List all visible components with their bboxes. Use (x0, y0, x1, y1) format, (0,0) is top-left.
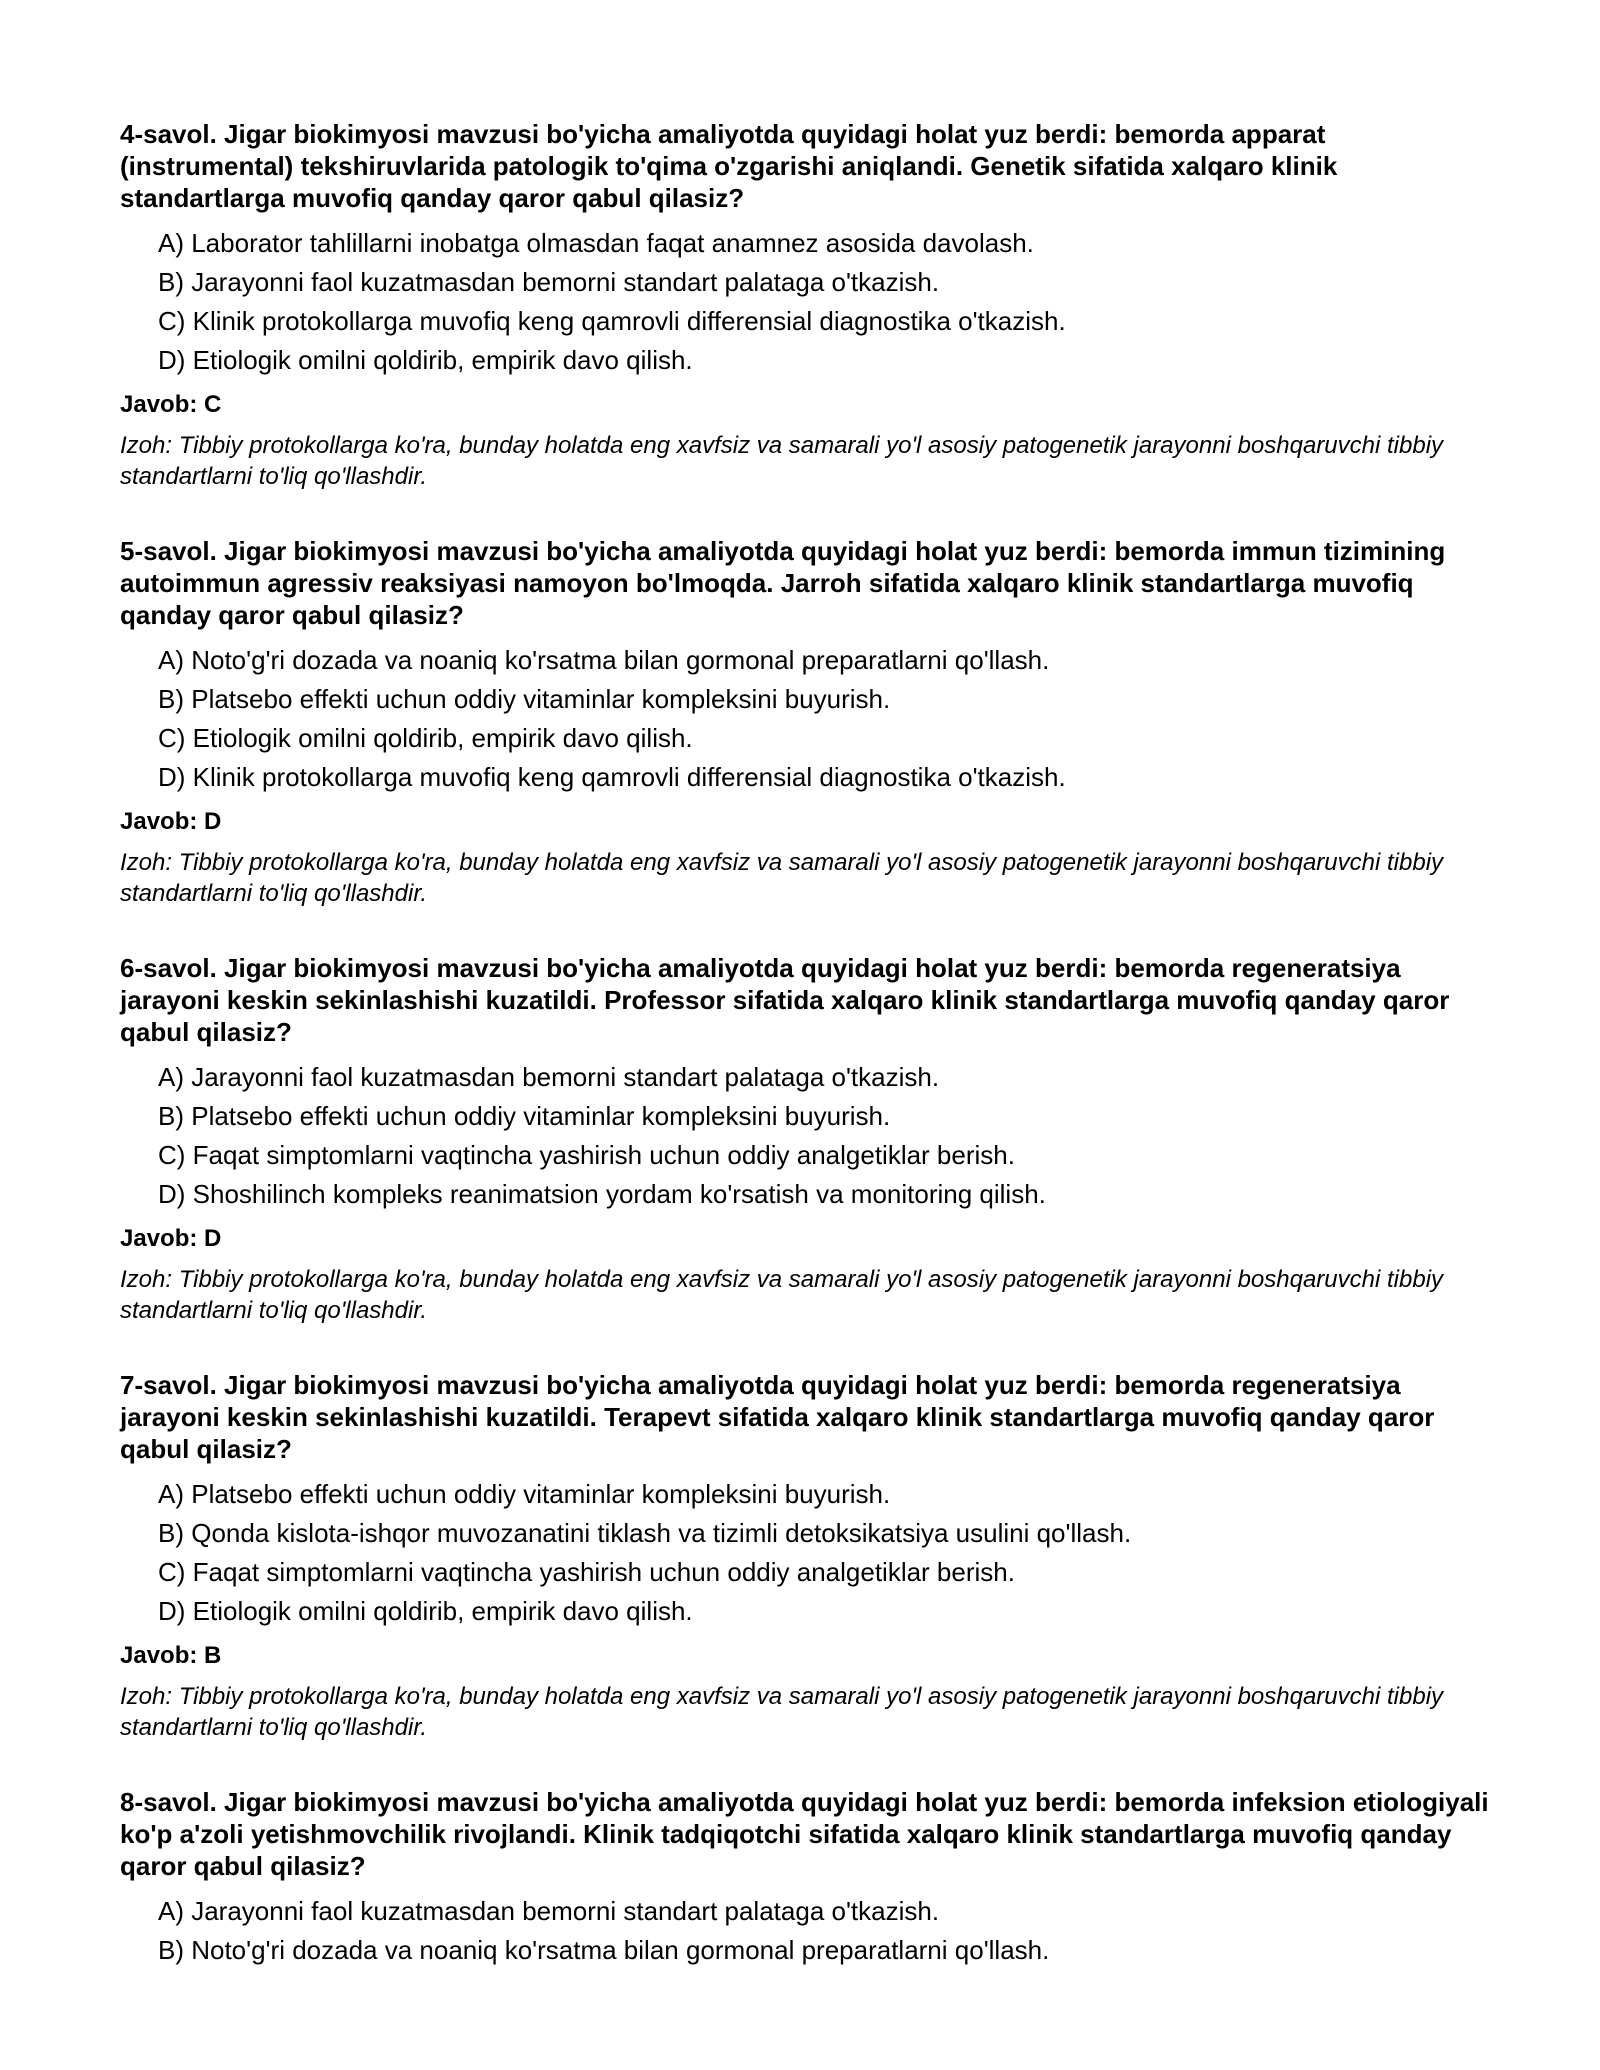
option-d: D) Klinik protokollarga muvofiq keng qamrovli differensial diagnostika o'tkazish. (158, 762, 1066, 792)
answer-label: Javob: B (120, 1642, 222, 1669)
option-a: A) Jarayonni faol kuzatmasdan bemorni standart palataga o'tkazish. (158, 1896, 940, 1926)
option-d: D) Etiologik omilni qoldirib, empirik davo qilish. (158, 345, 693, 375)
option-b: B) Jarayonni faol kuzatmasdan bemorni standart palataga o'tkazish. (158, 267, 940, 297)
option-a: A) Platsebo effekti uchun oddiy vitaminlar kompleksini buyurish. (158, 1479, 891, 1509)
answer-label: Javob: C (120, 391, 222, 418)
option-c: C) Faqat simptomlarni vaqtincha yashirish uchun oddiy analgetiklar berish. (158, 1140, 1015, 1170)
question-block-7 (120, 1369, 1490, 1743)
explanation-text: Izoh: Tibbiy protokollarga ko'ra, bunday holatda eng xavfsiz va samarali yo'l asosiy patogenetik jarayonni boshqaruvchi tibbiy standartlarni to'liq qo'llashdir. (120, 432, 1444, 490)
option-a: A) Laborator tahlillarni inobatga olmasdan faqat anamnez asosida davolash. (158, 228, 1034, 258)
answer-label: Javob: D (120, 1225, 222, 1252)
option-c: C) Faqat simptomlarni vaqtincha yashirish uchun oddiy analgetiklar berish. (158, 1557, 1015, 1587)
question-text: 6-savol. Jigar biokimyosi mavzusi bo'yicha amaliyotda quyidagi holat yuz berdi: bemorda regeneratsiya jarayoni keskin sekinlashishi kuzatildi. Professor sifatida xalqaro klinik standartlarga muvofiq qanday qaror qabul qilasiz? (120, 953, 1450, 1047)
question-text: 4-savol. Jigar biokimyosi mavzusi bo'yicha amaliyotda quyidagi holat yuz berdi: bemorda apparat (instrumental) tekshiruvlarida patologik to'qima o'zgarishi aniqlandi. Genetik sifatida xalqaro klinik standartlarga muvofiq qanday qaror qabul qilasiz? (120, 119, 1338, 213)
explanation-text: Izoh: Tibbiy protokollarga ko'ra, bunday holatda eng xavfsiz va samarali yo'l asosiy patogenetik jarayonni boshqaruvchi tibbiy standartlarni to'liq qo'llashdir. (120, 849, 1444, 907)
option-b: B) Platsebo effekti uchun oddiy vitaminlar kompleksini buyurish. (158, 684, 891, 714)
option-list (120, 1058, 1490, 1214)
option-d: D) Shoshilinch kompleks reanimatsion yordam ko'rsatish va monitoring qilish. (158, 1179, 1046, 1209)
option-list (120, 1475, 1490, 1631)
option-list (120, 641, 1490, 797)
option-a: A) Jarayonni faol kuzatmasdan bemorni standart palataga o'tkazish. (158, 1062, 940, 1092)
question-block-5 (120, 535, 1490, 909)
question-block-4 (120, 118, 1490, 492)
question-text: 7-savol. Jigar biokimyosi mavzusi bo'yicha amaliyotda quyidagi holat yuz berdi: bemorda regeneratsiya jarayoni keskin sekinlashishi kuzatildi. Terapevt sifatida xalqaro klinik standartlarga muvofiq qanday qaror qabul qilasiz? (120, 1370, 1435, 1464)
option-b: B) Noto'g'ri dozada va noaniq ko'rsatma bilan gormonal preparatlarni qo'llash. (158, 1935, 1050, 1965)
option-b: B) Platsebo effekti uchun oddiy vitaminlar kompleksini buyurish. (158, 1101, 891, 1131)
question-block-8 (120, 1786, 1490, 1970)
explanation-text: Izoh: Tibbiy protokollarga ko'ra, bunday holatda eng xavfsiz va samarali yo'l asosiy patogenetik jarayonni boshqaruvchi tibbiy standartlarni to'liq qo'llashdir. (120, 1266, 1444, 1324)
option-list (120, 1892, 1490, 1970)
option-a: A) Noto'g'ri dozada va noaniq ko'rsatma bilan gormonal preparatlarni qo'llash. (158, 645, 1050, 675)
question-text: 8-savol. Jigar biokimyosi mavzusi bo'yicha amaliyotda quyidagi holat yuz berdi: bemorda infeksion etiologiyali ko'p a'zoli yetishmovchilik rivojlandi. Klinik tadqiqotchi sifatida xalqaro klinik standartlarga muvofiq qanday qaror qabul qilasiz? (120, 1787, 1489, 1881)
question-block-6 (120, 952, 1490, 1326)
option-d: D) Etiologik omilni qoldirib, empirik davo qilish. (158, 1596, 693, 1626)
option-list (120, 224, 1490, 380)
option-b: B) Qonda kislota-ishqor muvozanatini tiklash va tizimli detoksikatsiya usulini qo'llash. (158, 1518, 1132, 1548)
explanation-text: Izoh: Tibbiy protokollarga ko'ra, bunday holatda eng xavfsiz va samarali yo'l asosiy patogenetik jarayonni boshqaruvchi tibbiy standartlarni to'liq qo'llashdir. (120, 1683, 1444, 1741)
question-text: 5-savol. Jigar biokimyosi mavzusi bo'yicha amaliyotda quyidagi holat yuz berdi: bemorda immun tizimining autoimmun agressiv reaksiyasi namoyon bo'lmoqda. Jarroh sifatida xalqaro klinik standartlarga muvofiq qanday qaror qabul qilasiz? (120, 536, 1446, 630)
answer-label: Javob: D (120, 808, 222, 835)
option-c: C) Klinik protokollarga muvofiq keng qamrovli differensial diagnostika o'tkazish. (158, 306, 1066, 336)
option-c: C) Etiologik omilni qoldirib, empirik davo qilish. (158, 723, 693, 753)
